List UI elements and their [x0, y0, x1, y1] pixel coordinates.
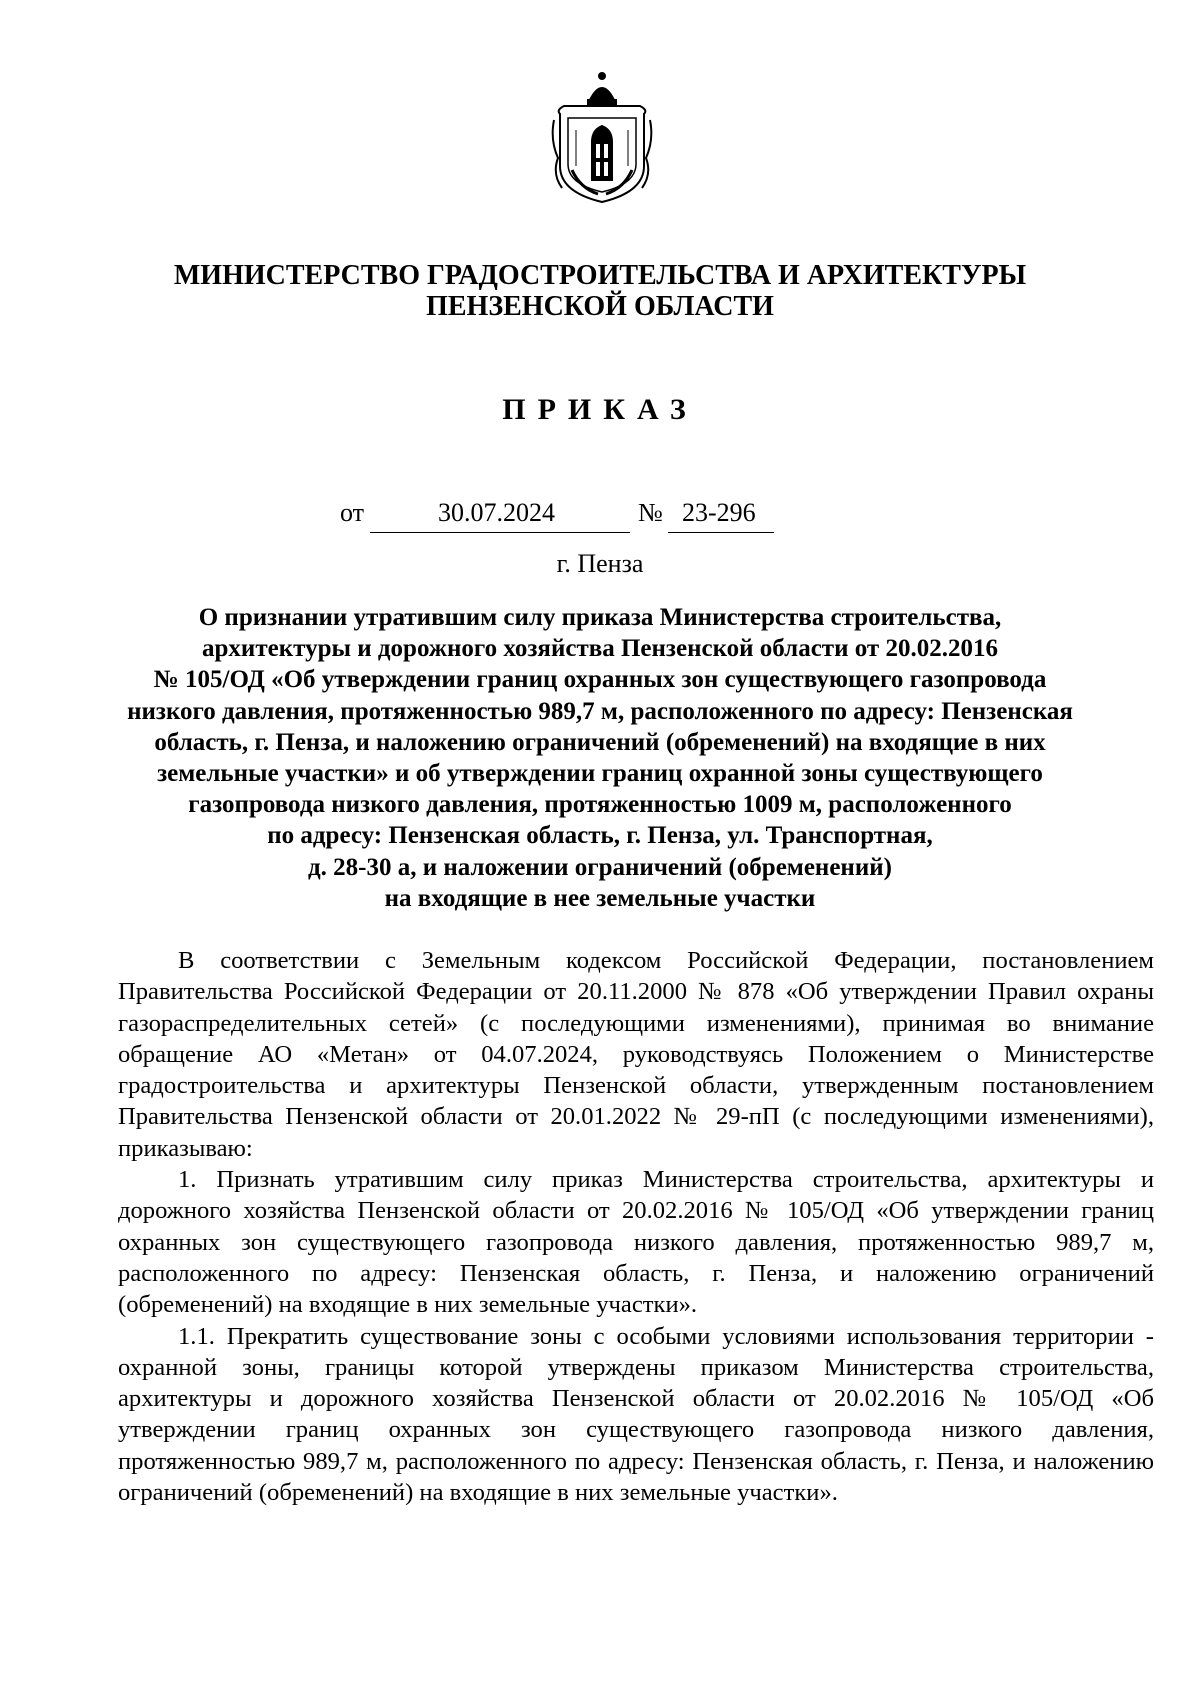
subject-line: О признании утратившим силу приказа Министерства строительства,: [198, 604, 1002, 631]
ministry-name-line1: МИНИСТЕРСТВО ГРАДОСТРОИТЕЛЬСТВА И АРХИТЕКТУРЫ: [173, 260, 1027, 291]
order-date: 30.07.2024: [438, 498, 555, 527]
subject-line: на входящие в нее земельные участки: [384, 884, 816, 912]
subject-line: по адресу: Пензенская область, г. Пенза, ул. Транспортная,: [267, 822, 933, 850]
number-underline: [668, 532, 774, 533]
date-underline: [370, 532, 630, 533]
number-sign: №: [638, 498, 663, 527]
order-title: ПРИКАЗ: [502, 393, 698, 426]
order-body: [118, 945, 1154, 1508]
subject-line: д. 28-30 а, и наложении ограничений (обременений): [308, 853, 892, 881]
subject-line: земельные участки» и об утверждении границ охранной зоны существующего: [157, 760, 1043, 788]
order-number: 23-296: [682, 498, 756, 527]
clause-1-paragraph: 1. Признать утратившим силу приказ Министерства строительства, архитектуры и дорожного хозяйства Пензенской области от 20.02.2016 № 105/ОД «Об утверждении границ охранных зон существующего газопровода низкого давления, протяженностью 989,7 м, расположенного по адресу: Пензенская область, г. Пенза, и наложению ограничений (обременений) на входящие в них земельные участки».: [118, 1166, 1154, 1319]
subject-line: № 105/ОД «Об утверждении границ охранных зон существующего газопровода: [153, 666, 1047, 694]
coat-of-arms-icon: [550, 70, 654, 206]
ministry-name-line2: ПЕНЗЕНСКОЙ ОБЛАСТИ: [426, 291, 774, 322]
subject-line: низкого давления, протяженностью 989,7 м, расположенного по адресу: Пензенская: [127, 697, 1073, 725]
clause-1-1-paragraph: 1.1. Прекратить существование зоны с особыми условиями использования территории - охранной зоны, границы которой утверждены приказом Министерства строительства, архитектуры и дорожного хозяйства Пензенской области от 20.02.2016 № 105/ОД «Об утверждении границ охранных зон существующего газопровода низкого давления, протяженностью 989,7 м, расположенного по адресу: Пензенская область, г. Пенза, и наложению ограничений (обременений) на входящие в них земельные участки».: [118, 1322, 1154, 1507]
ministry-name: [0, 260, 1200, 322]
subject-line: газопровода низкого давления, протяженностью 1009 м, расположенного: [188, 791, 1012, 819]
order-date-number-line: [0, 498, 1200, 534]
date-prefix: от: [340, 498, 365, 527]
preamble-paragraph: В соответствии с Земельным кодексом Российской Федерации, постановлением Правительства Российской Федерации от 20.11.2000 № 878 «Об утверждении Правил охраны газораспределительных сетей» (с последующими изменениями), принимая во внимание обращение АО «Метан» от 04.07.2024, руководствуясь Положением о Министерстве градостроительства и архитектуры Пензенской области, утвержденным постановлением Правительства Пензенской области от 20.01.2022 № 29-пП (с последующими изменениями), приказываю:: [118, 947, 1154, 1162]
subject-line: область, г. Пенза, и наложению ограничений (обременений) на входящие в них: [154, 728, 1046, 756]
city: г. Пенза: [556, 549, 644, 578]
order-subject: [90, 602, 1110, 914]
subject-line: архитектуры и дорожного хозяйства Пензенской области от 20.02.2016: [202, 635, 998, 663]
